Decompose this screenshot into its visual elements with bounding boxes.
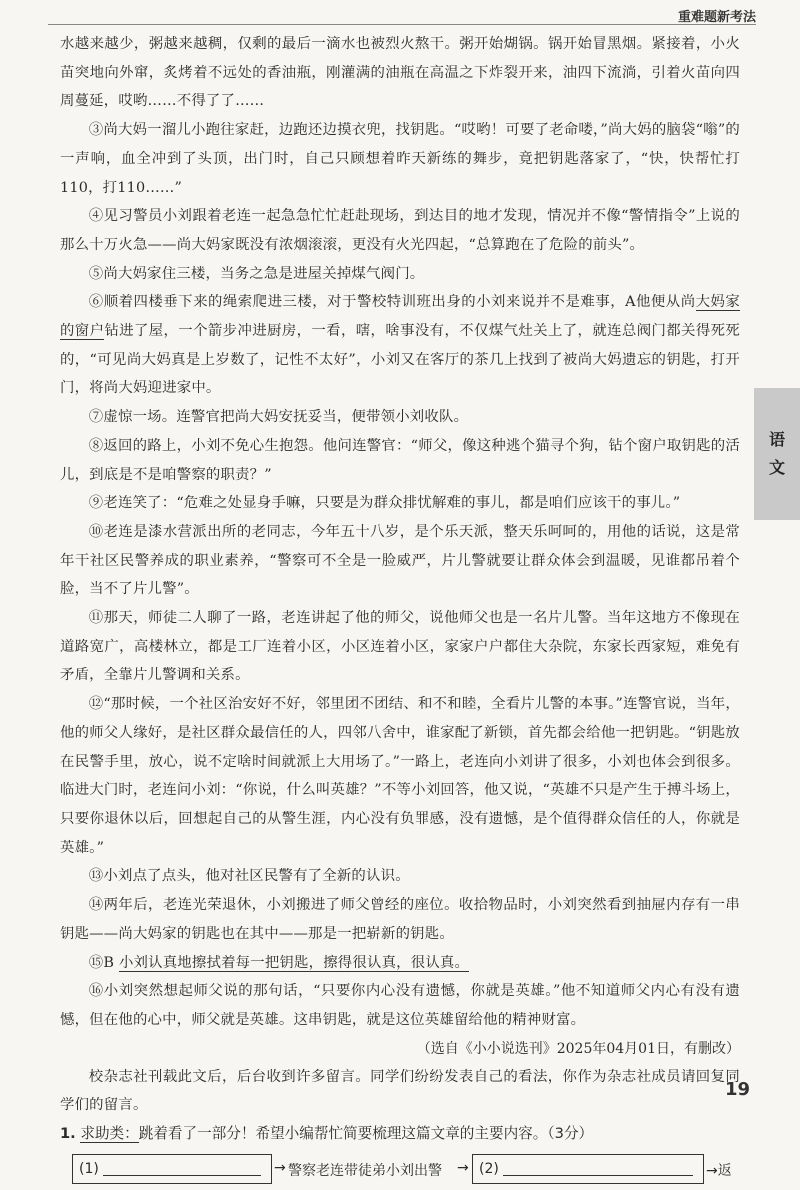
paragraph-15-marker: ⑮B — [88, 954, 119, 971]
question-number: 1. — [60, 1125, 76, 1143]
answer-box-1[interactable] — [72, 1154, 272, 1184]
header-divider — [48, 24, 756, 25]
flow-arrow-1: → — [274, 1160, 286, 1177]
paragraph-6 — [60, 288, 740, 403]
question-label: 求助类： — [80, 1125, 139, 1143]
article-content — [60, 30, 740, 1190]
paragraph-3: ③尚大妈一溜儿小跑往家赶，边跑还边摸衣兜，找钥匙。“哎哟！可要了老命喽，”尚大妈的脑袋“嗡”的一声响，血全冲到了头顶，出门时，自己只顾想着昨天新练的舞步，竟把钥匙落家了，“快，快帮忙打110，打110……” — [60, 122, 740, 196]
flow-middle-step: 警察老连带徒弟小刘出警 — [288, 1163, 442, 1180]
paragraph-16: ⑯小刘突然想起师父说的那句话，“只要你内心没有遗憾，你就是英雄。”他不知道师父内心有没有遗憾，但在他的心中，师父就是英雄。这串钥匙，就是这位英雄留给他的精神财富。 — [60, 983, 740, 1028]
paragraph-6-part-a: ⑥顺着四楼垂下来的绳索爬进三楼，对于警校特训班出身的小刘来说并不是难事，A他便从尚 — [88, 294, 696, 311]
answer-blank-2[interactable] — [503, 1159, 693, 1176]
paragraph-9: ⑨老连笑了：“危难之处显身手嘛，只要是为群众排忧解难的事儿，都是咱们应该干的事儿。” — [88, 495, 681, 512]
source-citation: （选自《小小说选刊》2025年04月01日，有删改） — [416, 1040, 740, 1057]
paragraph-11: ⑪那天，师徒二人聊了一路，老连讲起了他的师父，说他师父也是一名片儿警。当年这地方不像现在道路宽广，高楼林立，都是工厂连着小区，小区连着小区，家家户户都住大杂院，东家长西家短，难免有矛盾，全靠片儿警调和关系。 — [60, 610, 740, 684]
paragraph-5: ⑤尚大妈家住三楼，当务之急是进屋关掉煤气阀门。 — [88, 265, 425, 282]
underlined-window: 大妈家的窗户 — [60, 294, 740, 340]
subject-tab-char-1: 语 — [768, 430, 785, 449]
flow-end: →返 — [706, 1163, 732, 1180]
paragraph-4: ④见习警员小刘跟着老连一起急急忙忙赶赴现场，到达目的地才发现，情况并不像“警情指令”上说的那么十万火急——尚大妈家既没有浓烟滚滚，更没有火光四起，“总算跑在了危险的前头”。 — [60, 208, 740, 253]
underlined-sentence-b: 小刘认真地擦拭着每一把钥匙，擦得很认真，很认真。 — [118, 954, 470, 971]
paragraph-15 — [60, 949, 740, 978]
answer-blank-1[interactable] — [103, 1159, 261, 1176]
answer-box-2-label: (2) — [479, 1161, 499, 1178]
subject-tab-char-2: 文 — [768, 458, 785, 477]
answer-box-2[interactable] — [472, 1154, 704, 1184]
paragraph-13: ⑬小刘点了点头，他对社区民警有了全新的认识。 — [88, 868, 410, 885]
flow-arrow-2: → — [457, 1160, 469, 1177]
page-number: 19 — [724, 1079, 750, 1100]
subject-tab — [754, 388, 800, 520]
paragraph-6-part-c: 钻进了屋，一个箭步冲进厨房，一看，嗐，啥事没有，不仅煤气灶关上了，就连总阀门都关得死死的，“可见尚大妈真是上岁数了，记性不太好”，小刘又在客厅的茶几上找到了被尚大妈遗忘的钥匙，打开门，将尚大妈迎进家中。 — [60, 323, 740, 397]
paragraph-12: ⑫“那时候，一个社区治安好不好，邻里团不团结、和不和睦，全看片儿警的本事。”连警官说，当年，他的师父人缘好，是社区群众最信任的人，四邻八舍中，谁家配了新锁，首先都会给他一把钥匙。“钥匙放在民警手里，放心，说不定啥时间就派上大用场了。”一路上，老连向小刘讲了很多，小刘也体会到很多。临进大门时，老连问小刘：“你说，什么叫英雄？”不等小刘回答，他又说，“英雄不只是产生于搏斗场上，只要你退休以后，回想起自己的从警生涯，内心没有负罪感，没有遗憾，是个值得群众信任的人，你就是英雄。” — [60, 696, 740, 856]
paragraph-10: ⑩老连是漆水营派出所的老同志，今年五十八岁，是个乐天派，整天乐呵呵的，用他的话说，这是常年干社区民警养成的职业素养，“警察可不全是一脸威严，片儿警就要让群众体会到温暖，见谁都吊着个脸，当不了片儿警”。 — [60, 523, 740, 598]
intro-text: 校杂志社刊载此文后，后台收到许多留言。同学们纷纷发表自己的看法，你作为杂志社成员请回复同学们的留言。 — [60, 1068, 740, 1114]
page-header: 重难题新考法 — [677, 10, 756, 25]
paragraph-7: ⑦虚惊一场。连警官把尚大妈安抚妥当，便带领小刘收队。 — [88, 409, 469, 426]
answer-flow — [60, 1150, 740, 1190]
paragraph-14: ⑭两年后，老连光荣退休，小刘搬进了师父曾经的座位。收拾物品时，小刘突然看到抽屉内存有一串钥匙——尚大妈家的钥匙也在其中——那是一把崭新的钥匙。 — [60, 897, 740, 942]
paragraph: 水越来越少，粥越来越稠，仅剩的最后一滴水也被烈火熬干。粥开始煳锅。锅开始冒黑烟。紧接着，小火苗突地向外窜，炙烤着不远处的香油瓶，刚灌满的油瓶在高温之下炸裂开来，油四下流淌，引着火苗向四周蔓延，哎哟……不得了了…… — [60, 36, 740, 110]
paragraph-8: ⑧返回的路上，小刘不免心生抱怨。他问连警官：“师父，像这种逃个猫寻个狗，钻个窗户取钥匙的活儿，到底是不是咱警察的职责？” — [60, 437, 740, 483]
question-1 — [60, 1120, 740, 1148]
question-text: 跳着看了一部分！希望小编帮忙简要梳理这篇文章的主要内容。（3分） — [138, 1125, 594, 1143]
answer-box-1-label: (1) — [79, 1161, 99, 1178]
